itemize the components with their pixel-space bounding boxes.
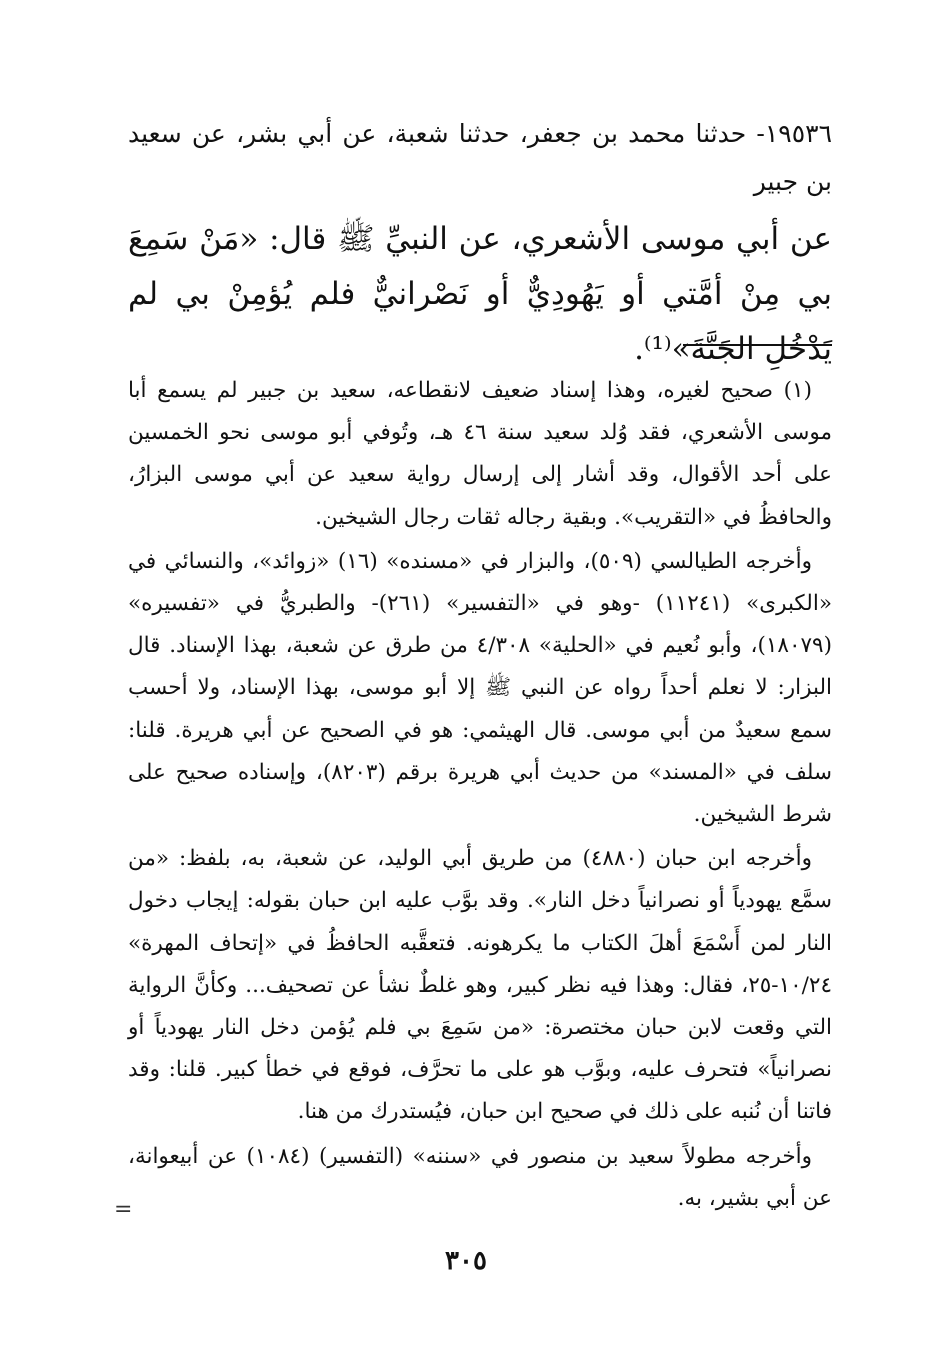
hadith-isnad: ١٩٥٣٦- حدثنا محمد بن جعفر، حدثنا شعبة، عن أبي بشر، عن سعيد بن جبير — [128, 119, 832, 196]
footnote-separator — [683, 344, 832, 346]
footnotes-section — [128, 370, 832, 1222]
footnote-paragraph: وأخرجه الطيالسي (٥٠٩)، والبزار في «مسنده» (١٦) «زوائد»، والنسائي في «الكبرى» (١١٢٤١) -وهو في «التفسير» (٢٦١)- والطبريُّ في «تفسيره» (١٨٠٧٩)، وأبو نُعيم في «الحلية» ٤/٣٠٨ من طرق عن شعبة، بهذا الإسناد. قال البزار: لا نعلم أحداً رواه عن النبي ﷺ إلا أبو موسى، بهذا الإسناد، ولا أحسب سمع سعيدٌ من أبي موسى. قال الهيثمي: هو في الصحيح عن أبي هريرة. قلنا: سلف في «المسند» من حديث أبي هريرة برقم (٨٢٠٣)، وإسناده صحيح على شرط الشيخين. — [128, 548, 832, 828]
footnote-paragraph: (١) صحيح لغيره، وهذا إسناد ضعيف لانقطاعه، سعيد بن جبير لم يسمع أبا موسى الأشعري، فقد وُلد سعيد سنة ٤٦ هـ، وتُوفي أبو موسى نحو الخمسين على أحد الأقوال، وقد أشار إلى إرسال رواية سعيد عن أبي موسى البزارُ، والحافظُ في «التقريب». وبقية رجاله ثقات رجال الشيخين. — [128, 378, 832, 530]
continuation-mark: = — [114, 1197, 133, 1222]
footnote-paragraph: وأخرجه ابن حبان (٤٨٨٠) من طريق أبي الوليد، عن شعبة، به، بلفظ: «من سمَّع يهودياً أو نصرانياً دخل النار». وقد بوَّب عليه ابن حبان بقوله: إيجاب دخول النار لمن أَسْمَعَ أهلَ الكتاب ما يكرهونه. فتعقَّبه الحافظُ في «إتحاف المهرة» ١٠/٢٤-٢٥، فقال: وهذا فيه نظر كبير، وهو غلطٌ نشأ عن تصحيف... وكأنَّ الرواية التي وقعت لابن حبان مختصرة: «من سَمِعَ بي فلم يُؤمن دخل النار يهودياً أو نصرانياً» فتحرف عليه، وبوَّب هو على ما تحرَّف، فوقع في خطأ كبير. قلنا: وقد فاتنا أن نُنبه على ذلك في صحيح ابن حبان، فيُستدرك من هنا. — [128, 846, 832, 1125]
page-number: ٣٠٥ — [445, 1246, 487, 1276]
hadith-matn: عن أبي موسى الأشعري، عن النبيِّ ﷺ قال: «مَنْ سَمِعَ بي مِنْ أمَّتي أو يَهُودِيٌّ أو نَصْرانيٌّ فلم يُؤمِنْ بي لم يَدْخُلِ الجَنَّةَ»⁽¹⁾. — [128, 221, 832, 367]
footnote-paragraph: وأخرجه مطولاً سعيد بن منصور في «سننه» (التفسير) (١٠٨٤) عن أبيعوانة، عن أبي بشير، به. — [128, 1143, 832, 1211]
